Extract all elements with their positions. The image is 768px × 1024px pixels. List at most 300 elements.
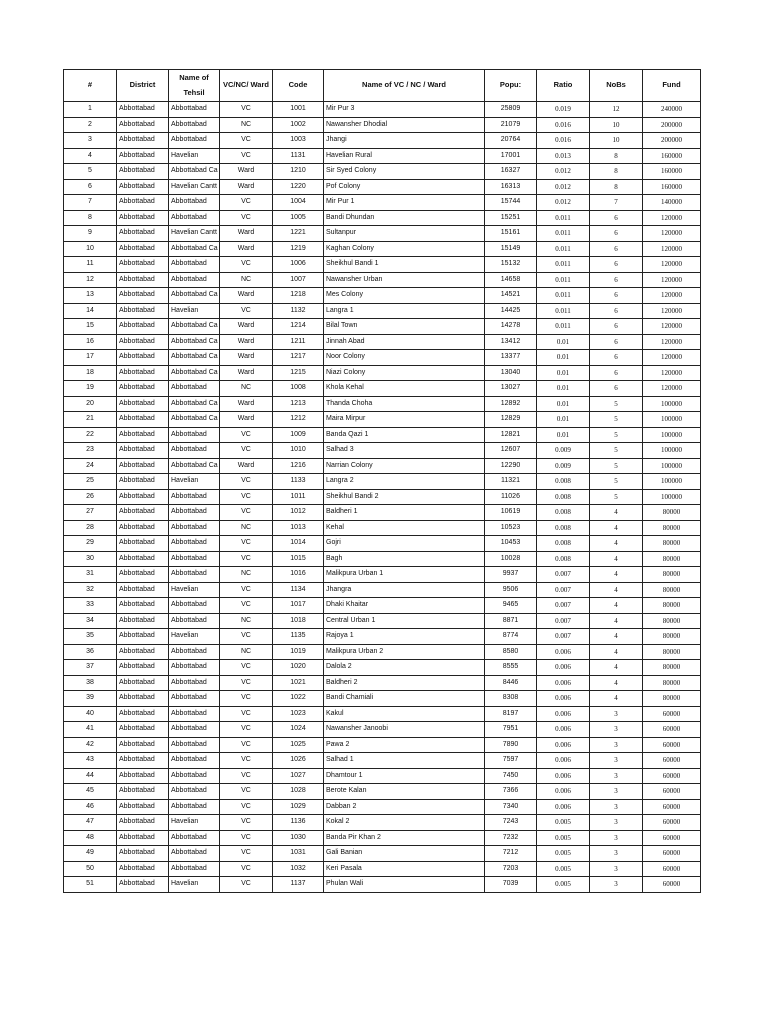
col-header-name: Name of VC / NC / Ward	[324, 70, 485, 102]
cell-fund: 60000	[643, 815, 701, 831]
cell-district: Abbottabad	[117, 784, 169, 800]
cell-nobs: 6	[590, 381, 643, 397]
cell-district: Abbottabad	[117, 520, 169, 536]
cell-tehsil: Havelian	[169, 582, 220, 598]
cell-num: 4	[64, 148, 117, 164]
cell-tehsil: Abbottabad	[169, 753, 220, 769]
cell-ratio: 0.006	[537, 737, 590, 753]
cell-num: 7	[64, 195, 117, 211]
cell-name: Banda Qazi 1	[324, 427, 485, 443]
cell-num: 34	[64, 613, 117, 629]
cell-tehsil: Abbottabad	[169, 567, 220, 583]
cell-code: 1031	[273, 846, 324, 862]
cell-code: 1026	[273, 753, 324, 769]
cell-code: 1032	[273, 861, 324, 877]
cell-ratio: 0.01	[537, 365, 590, 381]
cell-district: Abbottabad	[117, 458, 169, 474]
cell-type: Ward	[220, 334, 273, 350]
cell-type: VC	[220, 210, 273, 226]
cell-ratio: 0.009	[537, 443, 590, 459]
cell-type: VC	[220, 489, 273, 505]
cell-name: Nawansher Dhodial	[324, 117, 485, 133]
cell-nobs: 6	[590, 303, 643, 319]
cell-name: Salhad 1	[324, 753, 485, 769]
cell-type: NC	[220, 520, 273, 536]
table-row	[64, 272, 701, 288]
cell-type: VC	[220, 877, 273, 893]
cell-fund: 60000	[643, 861, 701, 877]
cell-ratio: 0.006	[537, 706, 590, 722]
cell-ratio: 0.006	[537, 644, 590, 660]
cell-num: 32	[64, 582, 117, 598]
cell-ratio: 0.005	[537, 861, 590, 877]
cell-code: 1214	[273, 319, 324, 335]
cell-name: Mes Colony	[324, 288, 485, 304]
cell-nobs: 8	[590, 179, 643, 195]
cell-tehsil: Abbottabad	[169, 505, 220, 521]
cell-popu: 7450	[485, 768, 537, 784]
cell-tehsil: Abbottabad Ca	[169, 350, 220, 366]
cell-ratio: 0.012	[537, 179, 590, 195]
cell-nobs: 5	[590, 474, 643, 490]
table-row	[64, 164, 701, 180]
cell-fund: 120000	[643, 303, 701, 319]
cell-code: 1027	[273, 768, 324, 784]
cell-nobs: 3	[590, 846, 643, 862]
table-row	[64, 319, 701, 335]
cell-district: Abbottabad	[117, 133, 169, 149]
cell-code: 1134	[273, 582, 324, 598]
cell-ratio: 0.006	[537, 768, 590, 784]
cell-type: Ward	[220, 226, 273, 242]
cell-name: Nawansher Urban	[324, 272, 485, 288]
table-row	[64, 799, 701, 815]
cell-tehsil: Abbottabad Ca	[169, 164, 220, 180]
cell-type: VC	[220, 784, 273, 800]
cell-name: Kokal 2	[324, 815, 485, 831]
cell-ratio: 0.011	[537, 319, 590, 335]
cell-num: 10	[64, 241, 117, 257]
cell-fund: 140000	[643, 195, 701, 211]
cell-fund: 60000	[643, 784, 701, 800]
cell-name: Niazi Colony	[324, 365, 485, 381]
cell-popu: 15161	[485, 226, 537, 242]
table-row	[64, 148, 701, 164]
cell-ratio: 0.01	[537, 350, 590, 366]
cell-type: VC	[220, 675, 273, 691]
cell-code: 1132	[273, 303, 324, 319]
cell-nobs: 5	[590, 458, 643, 474]
cell-type: VC	[220, 582, 273, 598]
cell-name: Pawa 2	[324, 737, 485, 753]
cell-district: Abbottabad	[117, 319, 169, 335]
cell-fund: 100000	[643, 396, 701, 412]
table-row	[64, 179, 701, 195]
cell-district: Abbottabad	[117, 737, 169, 753]
cell-popu: 10453	[485, 536, 537, 552]
cell-popu: 10523	[485, 520, 537, 536]
cell-name: Baldheri 1	[324, 505, 485, 521]
cell-tehsil: Abbottabad	[169, 551, 220, 567]
cell-code: 1003	[273, 133, 324, 149]
cell-num: 11	[64, 257, 117, 273]
cell-type: VC	[220, 505, 273, 521]
cell-nobs: 5	[590, 412, 643, 428]
col-header-tehsil: Name of Tehsil	[169, 70, 220, 102]
cell-num: 44	[64, 768, 117, 784]
table-row	[64, 365, 701, 381]
cell-fund: 120000	[643, 334, 701, 350]
cell-tehsil: Abbottabad Ca	[169, 241, 220, 257]
cell-district: Abbottabad	[117, 629, 169, 645]
cell-ratio: 0.01	[537, 427, 590, 443]
table-row	[64, 489, 701, 505]
cell-code: 1028	[273, 784, 324, 800]
cell-district: Abbottabad	[117, 164, 169, 180]
cell-num: 14	[64, 303, 117, 319]
cell-code: 1008	[273, 381, 324, 397]
cell-tehsil: Havelian	[169, 148, 220, 164]
cell-code: 1217	[273, 350, 324, 366]
cell-tehsil: Abbottabad	[169, 706, 220, 722]
table-row	[64, 846, 701, 862]
cell-district: Abbottabad	[117, 148, 169, 164]
table-row	[64, 505, 701, 521]
cell-nobs: 3	[590, 768, 643, 784]
cell-district: Abbottabad	[117, 799, 169, 815]
table-row	[64, 830, 701, 846]
cell-tehsil: Abbottabad	[169, 830, 220, 846]
cell-fund: 80000	[643, 582, 701, 598]
cell-ratio: 0.011	[537, 303, 590, 319]
cell-num: 18	[64, 365, 117, 381]
cell-ratio: 0.01	[537, 396, 590, 412]
cell-tehsil: Abbottabad	[169, 427, 220, 443]
cell-nobs: 6	[590, 365, 643, 381]
cell-district: Abbottabad	[117, 644, 169, 660]
cell-district: Abbottabad	[117, 241, 169, 257]
cell-district: Abbottabad	[117, 675, 169, 691]
cell-district: Abbottabad	[117, 582, 169, 598]
col-header-nobs: NoBs	[590, 70, 643, 102]
cell-num: 21	[64, 412, 117, 428]
cell-code: 1131	[273, 148, 324, 164]
cell-popu: 7212	[485, 846, 537, 862]
cell-nobs: 7	[590, 195, 643, 211]
cell-tehsil: Abbottabad	[169, 489, 220, 505]
cell-tehsil: Abbottabad	[169, 768, 220, 784]
cell-popu: 12821	[485, 427, 537, 443]
cell-name: Malikpura Urban 1	[324, 567, 485, 583]
cell-popu: 7039	[485, 877, 537, 893]
cell-popu: 20764	[485, 133, 537, 149]
cell-nobs: 3	[590, 861, 643, 877]
cell-fund: 200000	[643, 117, 701, 133]
cell-tehsil: Abbottabad Ca	[169, 396, 220, 412]
cell-popu: 16313	[485, 179, 537, 195]
cell-fund: 60000	[643, 737, 701, 753]
cell-num: 27	[64, 505, 117, 521]
cell-ratio: 0.008	[537, 489, 590, 505]
cell-ratio: 0.011	[537, 272, 590, 288]
cell-popu: 8555	[485, 660, 537, 676]
col-header-type: VC/NC/ Ward	[220, 70, 273, 102]
cell-tehsil: Havelian Cantt	[169, 179, 220, 195]
cell-name: Dhamtour 1	[324, 768, 485, 784]
cell-name: Nawansher Janoobi	[324, 722, 485, 738]
cell-popu: 9506	[485, 582, 537, 598]
cell-tehsil: Havelian	[169, 303, 220, 319]
cell-ratio: 0.006	[537, 691, 590, 707]
cell-nobs: 4	[590, 582, 643, 598]
cell-code: 1133	[273, 474, 324, 490]
cell-nobs: 3	[590, 737, 643, 753]
table-row	[64, 722, 701, 738]
cell-fund: 100000	[643, 489, 701, 505]
cell-name: Noor Colony	[324, 350, 485, 366]
cell-type: VC	[220, 598, 273, 614]
cell-popu: 16327	[485, 164, 537, 180]
table-row	[64, 861, 701, 877]
cell-ratio: 0.008	[537, 551, 590, 567]
cell-ratio: 0.011	[537, 241, 590, 257]
cell-nobs: 6	[590, 241, 643, 257]
cell-nobs: 3	[590, 706, 643, 722]
cell-ratio: 0.007	[537, 613, 590, 629]
table-row	[64, 241, 701, 257]
cell-nobs: 3	[590, 722, 643, 738]
cell-fund: 80000	[643, 644, 701, 660]
cell-fund: 60000	[643, 799, 701, 815]
cell-popu: 13412	[485, 334, 537, 350]
cell-district: Abbottabad	[117, 117, 169, 133]
cell-popu: 7243	[485, 815, 537, 831]
cell-nobs: 3	[590, 877, 643, 893]
cell-num: 1	[64, 102, 117, 118]
cell-nobs: 4	[590, 613, 643, 629]
cell-nobs: 6	[590, 350, 643, 366]
cell-type: NC	[220, 567, 273, 583]
cell-fund: 80000	[643, 691, 701, 707]
cell-popu: 11026	[485, 489, 537, 505]
cell-popu: 13377	[485, 350, 537, 366]
cell-tehsil: Abbottabad	[169, 117, 220, 133]
cell-type: VC	[220, 303, 273, 319]
cell-ratio: 0.005	[537, 877, 590, 893]
cell-district: Abbottabad	[117, 846, 169, 862]
cell-name: Salhad 3	[324, 443, 485, 459]
cell-type: NC	[220, 381, 273, 397]
cell-tehsil: Abbottabad	[169, 443, 220, 459]
cell-type: VC	[220, 195, 273, 211]
cell-ratio: 0.011	[537, 210, 590, 226]
table-row	[64, 753, 701, 769]
cell-name: Thanda Choha	[324, 396, 485, 412]
cell-nobs: 10	[590, 117, 643, 133]
cell-fund: 60000	[643, 706, 701, 722]
cell-tehsil: Abbottabad	[169, 861, 220, 877]
table-row	[64, 520, 701, 536]
cell-popu: 7340	[485, 799, 537, 815]
cell-ratio: 0.007	[537, 598, 590, 614]
cell-popu: 7366	[485, 784, 537, 800]
cell-type: VC	[220, 629, 273, 645]
cell-type: VC	[220, 815, 273, 831]
cell-popu: 7951	[485, 722, 537, 738]
cell-code: 1012	[273, 505, 324, 521]
cell-nobs: 4	[590, 505, 643, 521]
cell-tehsil: Abbottabad	[169, 133, 220, 149]
cell-tehsil: Abbottabad	[169, 737, 220, 753]
cell-popu: 15132	[485, 257, 537, 273]
cell-code: 1030	[273, 830, 324, 846]
cell-type: VC	[220, 660, 273, 676]
cell-num: 5	[64, 164, 117, 180]
cell-tehsil: Abbottabad	[169, 520, 220, 536]
cell-fund: 200000	[643, 133, 701, 149]
cell-tehsil: Abbottabad	[169, 660, 220, 676]
cell-popu: 7890	[485, 737, 537, 753]
cell-num: 49	[64, 846, 117, 862]
cell-popu: 12607	[485, 443, 537, 459]
table-row	[64, 582, 701, 598]
cell-tehsil: Havelian	[169, 474, 220, 490]
cell-name: Langra 1	[324, 303, 485, 319]
cell-nobs: 4	[590, 629, 643, 645]
cell-type: VC	[220, 799, 273, 815]
cell-district: Abbottabad	[117, 861, 169, 877]
cell-fund: 80000	[643, 551, 701, 567]
cell-fund: 80000	[643, 660, 701, 676]
cell-ratio: 0.012	[537, 195, 590, 211]
cell-name: Rajoya 1	[324, 629, 485, 645]
col-header-code: Code	[273, 70, 324, 102]
cell-fund: 120000	[643, 257, 701, 273]
cell-popu: 14278	[485, 319, 537, 335]
cell-name: Gali Banian	[324, 846, 485, 862]
cell-nobs: 4	[590, 551, 643, 567]
cell-district: Abbottabad	[117, 210, 169, 226]
cell-code: 1135	[273, 629, 324, 645]
cell-ratio: 0.019	[537, 102, 590, 118]
cell-num: 24	[64, 458, 117, 474]
table-row	[64, 350, 701, 366]
cell-ratio: 0.008	[537, 474, 590, 490]
cell-nobs: 5	[590, 489, 643, 505]
cell-type: VC	[220, 133, 273, 149]
cell-district: Abbottabad	[117, 226, 169, 242]
cell-district: Abbottabad	[117, 489, 169, 505]
cell-nobs: 5	[590, 396, 643, 412]
cell-type: VC	[220, 768, 273, 784]
cell-code: 1002	[273, 117, 324, 133]
cell-code: 1004	[273, 195, 324, 211]
cell-district: Abbottabad	[117, 768, 169, 784]
cell-code: 1018	[273, 613, 324, 629]
cell-nobs: 5	[590, 427, 643, 443]
cell-ratio: 0.006	[537, 660, 590, 676]
cell-popu: 13040	[485, 365, 537, 381]
cell-tehsil: Abbottabad Ca	[169, 458, 220, 474]
table-row	[64, 567, 701, 583]
cell-fund: 240000	[643, 102, 701, 118]
cell-type: VC	[220, 102, 273, 118]
cell-type: Ward	[220, 288, 273, 304]
cell-popu: 8774	[485, 629, 537, 645]
cell-name: Malikpura Urban 2	[324, 644, 485, 660]
cell-num: 12	[64, 272, 117, 288]
cell-popu: 7232	[485, 830, 537, 846]
table-row	[64, 195, 701, 211]
cell-ratio: 0.012	[537, 164, 590, 180]
cell-nobs: 5	[590, 443, 643, 459]
cell-num: 19	[64, 381, 117, 397]
header-row	[64, 70, 701, 102]
cell-tehsil: Havelian	[169, 815, 220, 831]
cell-fund: 80000	[643, 536, 701, 552]
cell-fund: 120000	[643, 350, 701, 366]
cell-ratio: 0.006	[537, 753, 590, 769]
cell-num: 20	[64, 396, 117, 412]
table-row	[64, 737, 701, 753]
cell-type: VC	[220, 737, 273, 753]
cell-code: 1023	[273, 706, 324, 722]
table-row	[64, 660, 701, 676]
cell-nobs: 6	[590, 257, 643, 273]
cell-name: Jhangra	[324, 582, 485, 598]
cell-code: 1220	[273, 179, 324, 195]
cell-tehsil: Abbottabad	[169, 644, 220, 660]
cell-name: Langra 2	[324, 474, 485, 490]
cell-type: Ward	[220, 350, 273, 366]
cell-fund: 80000	[643, 613, 701, 629]
cell-district: Abbottabad	[117, 381, 169, 397]
cell-num: 51	[64, 877, 117, 893]
cell-type: NC	[220, 644, 273, 660]
cell-popu: 14521	[485, 288, 537, 304]
cell-tehsil: Abbottabad Ca	[169, 412, 220, 428]
cell-popu: 15149	[485, 241, 537, 257]
cell-nobs: 6	[590, 334, 643, 350]
cell-name: Khola Kehal	[324, 381, 485, 397]
cell-ratio: 0.01	[537, 334, 590, 350]
cell-nobs: 8	[590, 148, 643, 164]
data-table	[63, 69, 701, 893]
cell-nobs: 10	[590, 133, 643, 149]
cell-num: 16	[64, 334, 117, 350]
cell-district: Abbottabad	[117, 551, 169, 567]
cell-type: Ward	[220, 412, 273, 428]
cell-fund: 80000	[643, 520, 701, 536]
cell-fund: 120000	[643, 272, 701, 288]
cell-ratio: 0.005	[537, 830, 590, 846]
cell-district: Abbottabad	[117, 815, 169, 831]
cell-popu: 7203	[485, 861, 537, 877]
cell-ratio: 0.007	[537, 582, 590, 598]
table-row	[64, 303, 701, 319]
cell-num: 42	[64, 737, 117, 753]
cell-fund: 80000	[643, 505, 701, 521]
cell-type: VC	[220, 551, 273, 567]
cell-name: Narrian Colony	[324, 458, 485, 474]
cell-fund: 100000	[643, 458, 701, 474]
cell-name: Jinnah Abad	[324, 334, 485, 350]
cell-district: Abbottabad	[117, 365, 169, 381]
cell-nobs: 12	[590, 102, 643, 118]
cell-nobs: 6	[590, 226, 643, 242]
cell-nobs: 4	[590, 520, 643, 536]
cell-code: 1014	[273, 536, 324, 552]
